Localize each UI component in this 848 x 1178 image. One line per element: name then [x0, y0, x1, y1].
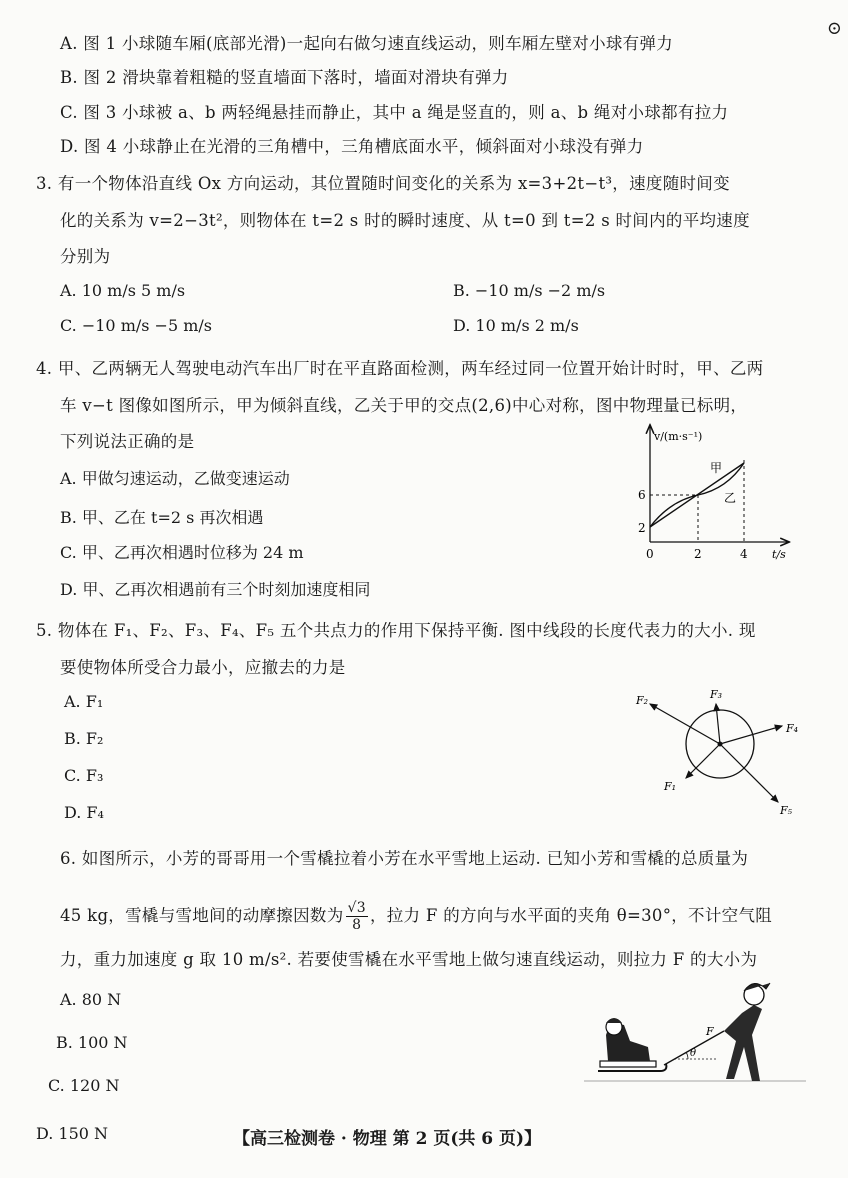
label-f2: F₂	[636, 694, 649, 707]
label-f5: F₅	[780, 804, 793, 817]
q5-option-a: A. F₁	[64, 692, 104, 711]
label-f4: F₄	[786, 722, 799, 735]
q4-option-a: A. 甲做匀速运动，乙做变速运动	[60, 469, 290, 488]
force-f2	[650, 704, 720, 744]
q2-option-a: A. 图 1 小球随车厢(底部光滑)一起向右做匀速直线运动，则车厢左壁对小球有弹力	[60, 34, 674, 53]
graph-ytick-6: 6	[638, 488, 646, 502]
q6-option-a: A. 80 N	[60, 990, 122, 1009]
graph-label-jia: 甲	[710, 461, 723, 475]
graph-label-yi: 乙	[724, 491, 737, 505]
fraction-denominator: 8	[352, 917, 362, 933]
q6-option-c: C. 120 N	[48, 1076, 120, 1095]
q2-option-b: B. 图 2 滑块靠着粗糙的竖直墙面下落时，墙面对滑块有弹力	[60, 68, 509, 87]
graph-x-label: t/s	[772, 548, 786, 561]
q5-stem-line2: 要使物体所受合力最小，应撤去的力是	[60, 658, 346, 677]
q5-option-d: D. F₄	[64, 803, 104, 822]
q5-stem-line1: 5. 物体在 F₁、F₂、F₃、F₄、F₅ 五个共点力的作用下保持平衡. 图中线段的长度代表力的大小. 现	[36, 621, 756, 640]
page-corner-mark: ⊙	[826, 18, 842, 39]
q6-line2-part2: ，拉力 F 的方向与水平面的夹角 θ=30°，不计空气阻	[369, 906, 773, 925]
q6-line2-part1: 45 kg，雪橇与雪地间的动摩擦因数为	[60, 906, 344, 925]
q5-option-b: B. F₂	[64, 729, 104, 748]
q6-stem-line1: 6. 如图所示，小芳的哥哥用一个雪橇拉着小芳在水平雪地上运动. 已知小芳和雪橇的总质量为	[60, 849, 749, 868]
brother-body	[724, 1005, 762, 1081]
q4-option-c: C. 甲、乙再次相遇时位移为 24 m	[60, 543, 304, 562]
label-f1: F₁	[664, 780, 677, 793]
q3-stem-line1: 3. 有一个物体沿直线 Ox 方向运动，其位置随时间变化的关系为 x=3+2t−t³，速度随时间变	[36, 174, 730, 193]
q2-option-c: C. 图 3 小球被 a、b 两轻绳悬挂而静止，其中 a 绳是竖直的，则 a、b 绳对小球都有拉力	[60, 103, 729, 122]
angle-arc	[686, 1052, 688, 1059]
q3-stem-line3: 分别为	[60, 247, 111, 266]
q6-option-d: D. 150 N	[36, 1124, 109, 1143]
q3-option-a: A. 10 m/s 5 m/s	[60, 281, 186, 300]
graph-xtick-4: 4	[740, 547, 748, 561]
q3-option-c: C. −10 m/s −5 m/s	[60, 316, 212, 335]
q6-sled-illustration	[584, 975, 806, 1087]
q3-option-b: B. −10 m/s −2 m/s	[453, 281, 606, 300]
graph-y-label: v/(m·s⁻¹)	[654, 430, 703, 443]
q6-stem-line3: 力，重力加速度 g 取 10 m/s². 若要使雪橇在水平雪地上做匀速直线运动，则拉力 F 的大小为	[60, 950, 758, 969]
force-f5	[720, 744, 778, 802]
graph-xtick-2: 2	[694, 547, 702, 561]
force-label: F	[706, 1025, 714, 1038]
q6-option-b: B. 100 N	[56, 1033, 128, 1052]
q5-option-c: C. F₃	[64, 766, 104, 785]
friction-fraction	[346, 900, 368, 933]
q4-stem-line1: 4. 甲、乙两辆无人驾驶电动汽车出厂时在平直路面检测，两车经过同一位置开始计时时，甲、乙两	[36, 359, 764, 378]
q4-stem-line2: 车 v−t 图像如图所示，甲为倾斜直线，乙关于甲的交点(2,6)中心对称，图中物理量已标明，	[60, 396, 748, 415]
q2-option-d: D. 图 4 小球静止在光滑的三角槽中，三角槽底面水平，倾斜面对小球没有弹力	[60, 137, 644, 156]
page-footer: 【高三检测卷 · 物理 第 2 页(共 6 页)】	[233, 1129, 542, 1149]
q5-force-diagram	[630, 684, 810, 819]
q4-option-d: D. 甲、乙再次相遇前有三个时刻加速度相同	[60, 580, 371, 599]
sled-deck	[600, 1061, 656, 1067]
graph-ytick-2: 2	[638, 521, 646, 535]
angle-label: θ	[690, 1048, 697, 1059]
graph-xtick-0: 0	[646, 547, 654, 561]
q4-vt-graph	[626, 420, 796, 570]
q6-stem-line2	[60, 900, 772, 933]
label-f3: F₃	[710, 688, 723, 701]
q4-stem-line3: 下列说法正确的是	[60, 432, 195, 451]
fraction-numerator: √3	[347, 900, 366, 916]
girl-hat	[606, 1018, 622, 1023]
q3-stem-line2: 化的关系为 v=2−3t²，则物体在 t=2 s 时的瞬时速度、从 t=0 到 t=2 s 时间内的平均速度	[60, 211, 750, 230]
q3-option-d: D. 10 m/s 2 m/s	[453, 316, 579, 335]
q4-option-b: B. 甲、乙在 t=2 s 再次相遇	[60, 508, 264, 527]
